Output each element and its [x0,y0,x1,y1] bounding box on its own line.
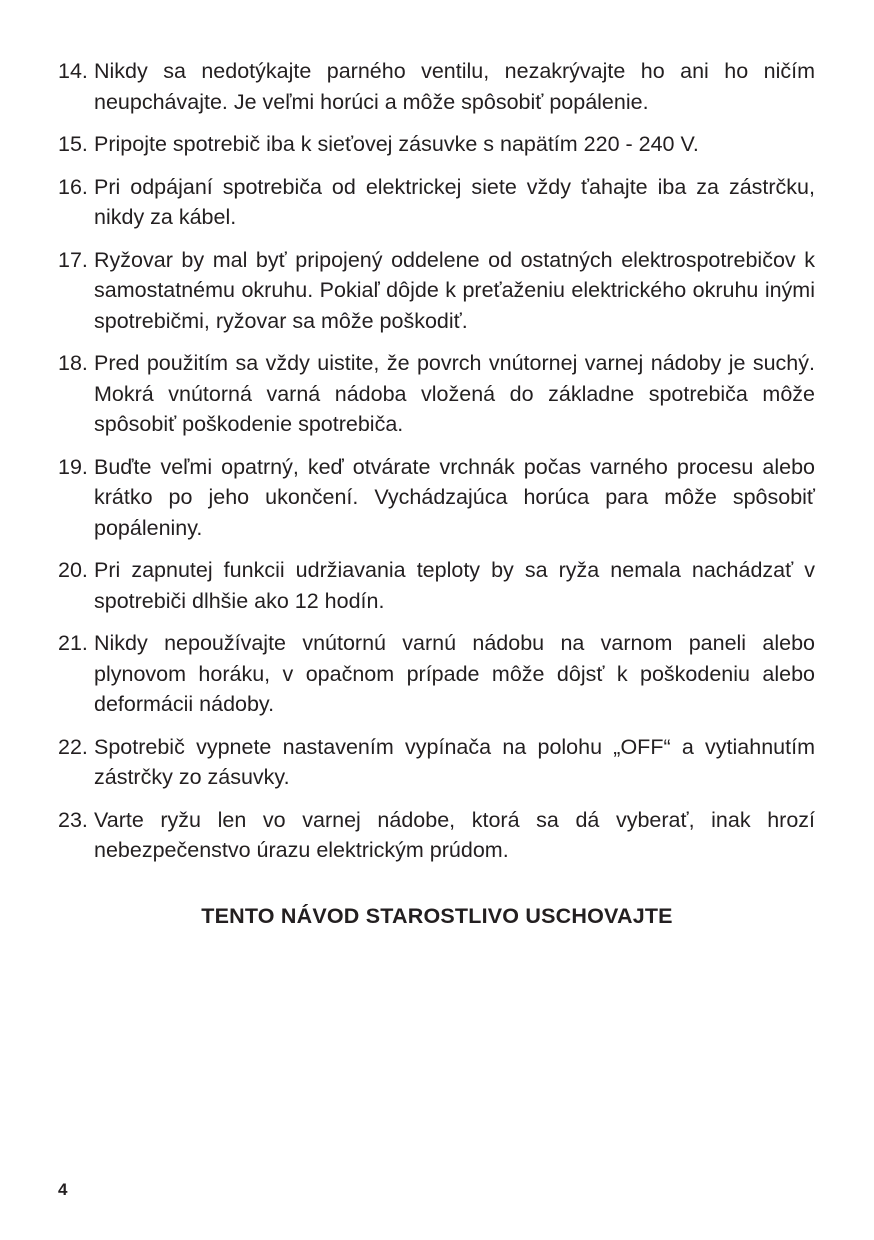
list-item [58,172,815,233]
page-number: 4 [58,1180,68,1199]
safety-instructions-list [58,56,815,878]
list-item [58,732,815,793]
item-number: 18. [58,351,88,375]
list-item [58,245,815,337]
item-number: 22. [58,734,88,759]
item-number: 21. [58,631,88,655]
item-number: 14. [58,59,88,83]
item-text: Nikdy nepoužívajte vnútornú varnú nádobu na varnom paneli alebo plynovom horáku, v opačnom prípade môže dôjsť k poškodeniu alebo deformácii nádoby. [94,631,815,716]
item-text: Buďte veľmi opatrný, keď otvárate vrchnák počas varného procesu alebo krátko po jeho ukončení. Vychádzajúca horúca para môže spôsobiť popáleniny. [94,454,815,540]
item-text: Pri odpájaní spotrebiča od elektrickej siete vždy ťahajte iba za zástrčku, nikdy za kábel. [94,174,815,229]
item-text: Varte ryžu len vo varnej nádobe, ktorá sa dá vyberať, inak hrozí nebezpečenstvo úrazu elektrickým prúdom. [94,807,815,862]
keep-manual-notice: TENTO NÁVOD STAROSTLIVO USCHOVAJTE [201,904,673,928]
list-item [58,452,815,544]
item-number: 19. [58,454,88,479]
item-text: Pripojte spotrebič iba k sieťovej zásuvke s napätím 220 - 240 V. [94,132,699,156]
item-number: 16. [58,174,88,199]
item-number: 15. [58,132,88,156]
list-item [58,348,815,440]
list-item [58,129,815,160]
item-text: Nikdy sa nedotýkajte parného ventilu, nezakrývajte ho ani ho ničím neupchávajte. Je veľmi horúci a môže spôsobiť popálenie. [94,59,815,114]
list-item [58,805,815,866]
item-number: 20. [58,558,88,582]
list-item [58,628,815,720]
item-number: 17. [58,247,88,272]
list-item [58,56,815,117]
list-item [58,555,815,616]
item-text: Pred použitím sa vždy uistite, že povrch vnútornej varnej nádoby je suchý. Mokrá vnútorná varná nádoba vložená do základne spotrebiča môže spôsobiť poškodenie spotrebiča. [94,351,815,436]
item-text: Ryžovar by mal byť pripojený oddelene od ostatných elektrospotrebičov k samostatnému okruhu. Pokiaľ dôjde k preťaženiu elektrického okruhu inými spotrebičmi, ryžovar sa môže poškodiť. [94,247,815,333]
item-text: Pri zapnutej funkcii udržiavania teploty by sa ryža nemala nachádzať v spotrebiči dlhšie ako 12 hodín. [94,558,815,613]
item-text: Spotrebič vypnete nastavením vypínača na polohu „OFF“ a vytiahnutím zástrčky zo zásuvky. [94,734,815,789]
item-number: 23. [58,807,88,832]
